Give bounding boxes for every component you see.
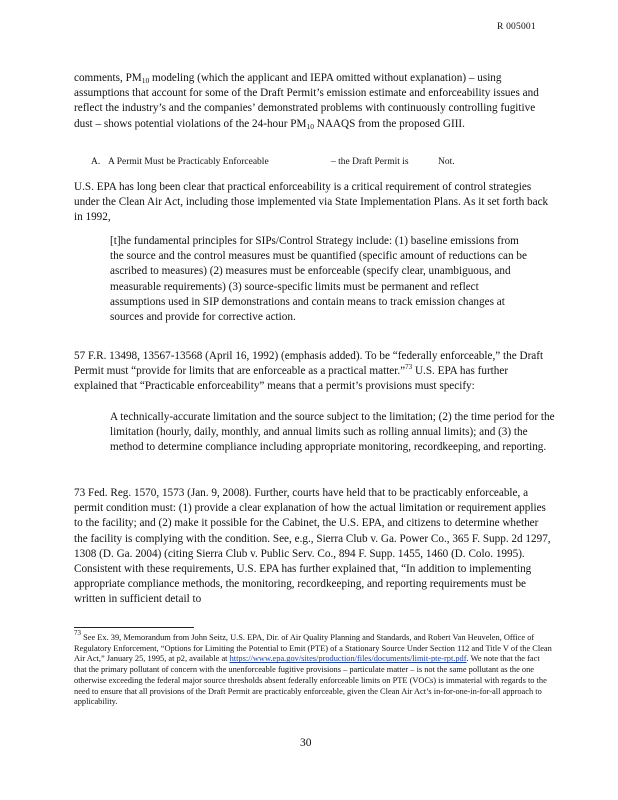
- paragraph-pm10-modeling: [74, 71, 552, 132]
- paragraph-court-holdings: 73 Fed. Reg. 1570, 1573 (Jan. 9, 2008). Further, courts have held that to be practicably enforceable, a permit condition must: (1) provide a clear explanation of how the actual limitation or requirement applies to the facility; and (2) make it possible for the Cabinet, the U.S. EPA, and citizens to determine whether the facility is complying with the condition. See, e.g., Sierra Club v. Ga. Power Co., 365 F. Supp. 2d 1297, 1308 (D. Ga. 2004) (citing Sierra Club v. Public Serv. Co., 894 F. Supp. 1455, 1460 (D. Colo. 1995). Consistent with these requirements, U.S. EPA has further explained that, “In addition to implementing appropriate compliance methods, the monitoring, recordkeeping, and reporting requirements must be written in sufficient detail to: [74, 487, 551, 606]
- block-quote-practicable-enforceability: A technically-accurate limitation and the source subject to the limitation; (2) the time period for the limitation (hourly, daily, monthly, and annual limits such as rolling annual limits); and (3) the method to determine compliance including appropriate monitoring, recordkeeping, and reporting.: [110, 411, 555, 454]
- paragraph-epa-enforceability: U.S. EPA has long been clear that practical enforceability is a critical requirement of control strategies under the Clean Air Act, including those implemented via State Implementation Plans. As it set forth back in 1992,: [74, 181, 549, 224]
- bates-number: R 005001: [497, 22, 536, 32]
- page-number: 30: [300, 737, 312, 749]
- para1-text-a: comments, PM: [74, 72, 142, 84]
- paragraph-federal-register: [74, 349, 552, 395]
- para1-subscript-a: 10: [141, 76, 150, 85]
- para3-text-a: 57 F.R. 13498, 13567-13568 (April 16, 1992) (emphasis added). To be “federally enforceable,” the Draft Permit must “provide for limits that are enforceable as a practical matter.”: [74, 350, 544, 378]
- heading-middle: – the Draft Permit is: [331, 157, 409, 167]
- footnote-ref-73: 73: [405, 363, 413, 372]
- epa-document-link[interactable]: https://www.epa.gov/sites/production/files/documents/limit-pte-rpt.pdf: [229, 654, 467, 664]
- footnote-text-a: See Ex. 39, Memorandum from John Seitz, U.S. EPA, Dir. of Air Quality Planning and Standards, and Robert Van Heuvelen, Office of Regulatory Enforcement, “Options for Limiting the Potential to Emit (PTE) of a Stationary Source Under Section 112 and Title V of the Clean Air Act,” January 25, 1995, at p2, available at: [74, 633, 552, 664]
- para1-text-b: modeling (which the applicant and IEPA omitted without explanation) – using assumptions that account for some of the Draft Permit’s emission estimate and enforceability issues and reflect the industry’s and the companies’ demonstrated problems with continuously controlling fugitive dust – shows potential violations of the 24-hour PM: [74, 72, 539, 130]
- footnote-73: [74, 629, 552, 708]
- para1-text-c: NAAQS from the proposed GIII.: [313, 117, 465, 130]
- para1-subscript-b: 10: [306, 121, 314, 131]
- footnote-divider: [74, 627, 194, 628]
- heading-end: Not.: [438, 157, 455, 167]
- heading-label: A.: [91, 157, 101, 167]
- para3-text-b: U.S. EPA has further explained that “Practicable enforceability” means that a permit’s provisions must specify:: [74, 365, 509, 393]
- block-quote-sip-principles: [t]he fundamental principles for SIPs/Control Strategy include: (1) baseline emissions from the source and the control measures must be quantified (specific amount of reductions can be ascribed to measures) (2) measures must be enforceable (specify clear, unambiguous, and measurable requirements) (3) source-specific limits must be permanent and reflect assumptions used in SIP demonstrations and contain means to track emission changes at sources and provide for corrective action.: [110, 235, 527, 324]
- heading-title: A Permit Must be Practicably Enforceable: [108, 157, 269, 167]
- footnote-number: 73: [74, 629, 81, 637]
- footnote-text-b: . We note that the fact that the primary pollutant of concern with the unenforceable fugitive provisions – particulate matter – is not the same pollutant as the one otherwise exceeding the federal major source thresholds absent federally enforceable limits on PTE (VOCs) is immaterial with regards to the need to ensure that all provisions of the Draft Permit are practicably enforceable, given the Clean Air Act’s in-for-one-in-for-all approach to applicability.: [74, 654, 547, 707]
